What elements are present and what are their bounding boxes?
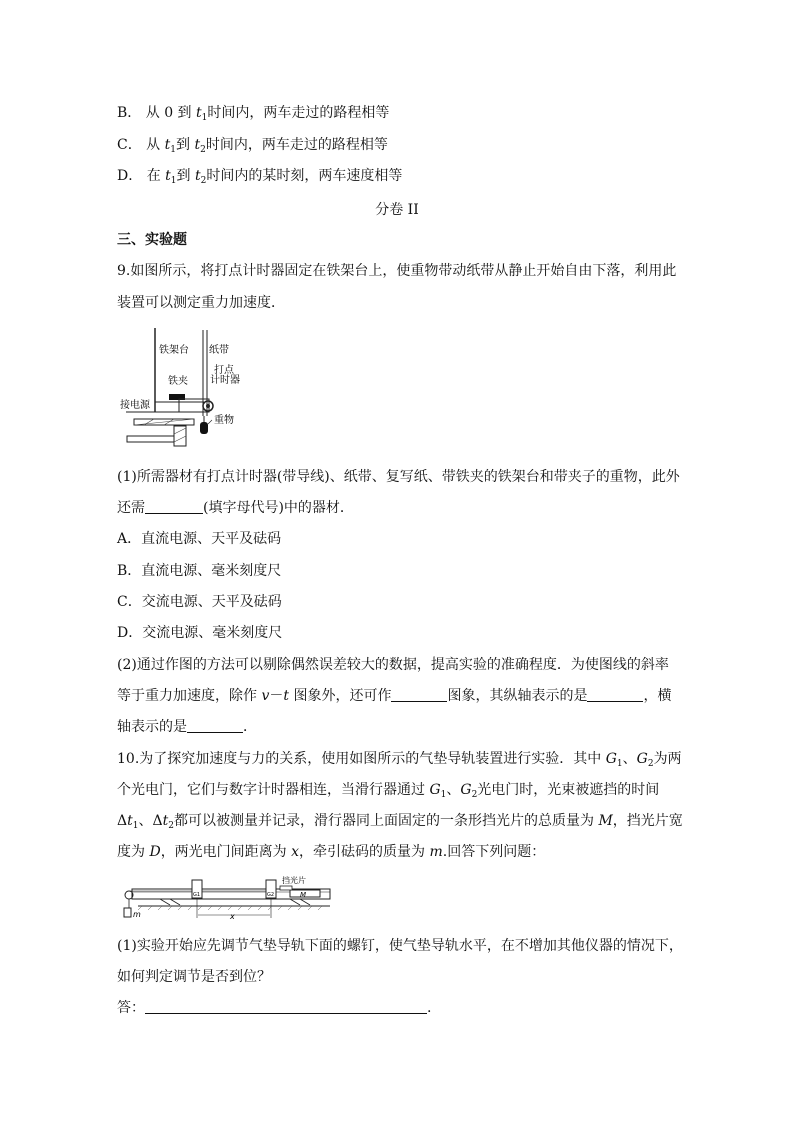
q9-part2-line2: 等于重力加速度，除作 v－t 图象外，还可作 图象，其纵轴表示的是 ，横 <box>117 688 672 704</box>
label-timer-1: 打点 <box>214 365 234 376</box>
q10-stem-line1: 10.为了探究加速度与力的关系，使用如图所示的气垫导轨装置进行实验．其中 $G_1$、$G_2$为两 <box>117 751 682 769</box>
hanging-mass <box>124 908 131 917</box>
option-d: D． 在 $t_1$到 $t_2$时间内的某时刻，两车速度相等 <box>117 168 403 186</box>
q9-stem-line1: 9.如图所示，将打点计时器固定在铁架台上，使重物带动纸带从静止开始自由下落，利用此 <box>117 263 677 279</box>
q9-option-c: C．交流电源、天平及砝码 <box>117 594 282 610</box>
q9-part2-line3: 轴表示的是 ． <box>117 719 257 735</box>
label-g2: G2 <box>267 892 275 898</box>
label-M: M <box>300 891 307 899</box>
label-power: 接电源 <box>120 400 150 411</box>
q10-stem-line3: $\Delta t_1$、$\Delta t_2$都可以被测量并记录，滑行器同上面固定的一条形挡光片的总质量为 M，挡光片宽 <box>117 813 683 831</box>
answer-blank[interactable] <box>587 687 643 702</box>
option-b: B． 从 0 到 $t_1$时间内，两车走过的路程相等 <box>117 105 390 123</box>
q10-answer-line: 答： . <box>117 1000 432 1016</box>
q10-part1-line2: 如何判定调节是否到位？ <box>117 969 271 985</box>
q9-stem-line2: 装置可以测定重力加速度． <box>117 295 285 311</box>
q9-option-b: B．直流电源、毫米刻度尺 <box>117 563 282 579</box>
q10-airtrack-figure <box>120 872 335 922</box>
label-g1: G1 <box>193 892 201 898</box>
label-x: x <box>230 912 235 921</box>
option-c: C． 从 $t_1$到 $t_2$时间内，两车走过的路程相等 <box>117 137 388 155</box>
answer-blank[interactable] <box>187 718 243 733</box>
label-shade: 挡光片 <box>282 876 306 885</box>
q9-part1-line2: 还需 (填字母代号)中的器材． <box>117 500 354 516</box>
q9-apparatus-figure <box>120 326 254 448</box>
q9-part1-line1: (1)所需器材有打点计时器(带导线)、纸带、复写纸、带铁夹的铁架台和带夹子的重物，此外 <box>117 469 680 485</box>
answer-blank[interactable] <box>145 499 203 514</box>
label-clamp: 铁夹 <box>168 376 188 387</box>
label-tape: 纸带 <box>209 345 229 356</box>
part-title: 三、实验题 <box>117 232 187 248</box>
answer-blank[interactable] <box>391 687 447 702</box>
label-m: m <box>133 910 141 919</box>
q10-stem-line4: 度为 D，两光电门间距离为 x，牵引砝码的质量为 m.回答下列问题： <box>117 844 546 860</box>
label-stand: 铁架台 <box>159 345 189 356</box>
weight-shape <box>200 422 208 434</box>
q9-part2-line1: (2)通过作图的方法可以剔除偶然误差较大的数据，提高实验的准确程度．为使图线的斜率 <box>117 657 669 673</box>
q9-option-a: A．直流电源、天平及砝码 <box>117 531 282 547</box>
q10-part1-line1: (1)实验开始应先调节气垫导轨下面的螺钉，使气垫导轨水平，在不增加其他仪器的情况下， <box>117 938 683 954</box>
shade-plate <box>280 886 292 890</box>
label-weight: 重物 <box>214 415 234 426</box>
q9-option-d: D．交流电源、毫米刻度尺 <box>117 625 283 641</box>
q10-stem-line2: 个光电门，它们与数字计时器相连，当滑行器通过 $G_1$、$G_2$光电门时，光束被遮挡的时间 <box>117 782 660 800</box>
answer-blank[interactable] <box>145 999 427 1014</box>
section-title: 分卷 II <box>375 202 419 218</box>
table-edge <box>127 436 179 442</box>
label-timer-2: 计时器 <box>210 375 240 386</box>
